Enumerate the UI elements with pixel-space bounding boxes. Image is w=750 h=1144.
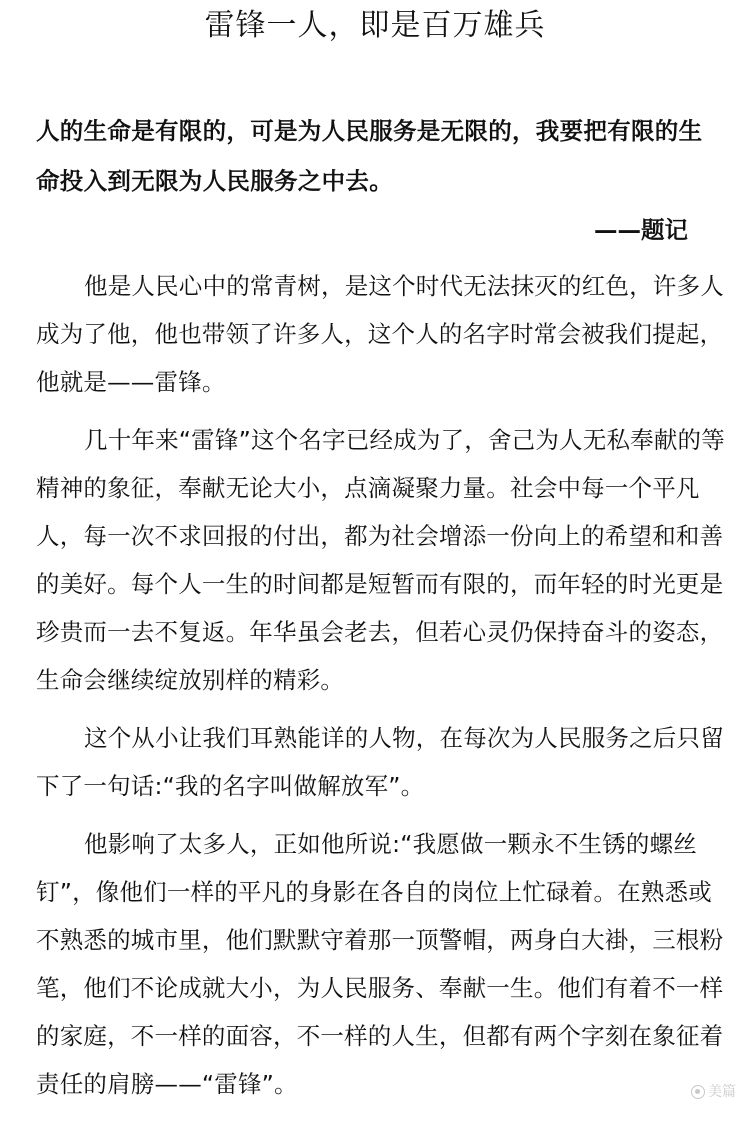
epigraph-attribution: ——题记 [594,216,688,244]
document-title: 雷锋一人，即是百万雄兵 [204,8,546,43]
paragraph-1: 他是人民心中的常青树，是这个时代无法抹灭的红色，许多人成为了他，他也带领了许多人，这个人的名字时常会被我们提起，他就是——雷锋。 [36,272,724,396]
watermark [691,1084,736,1100]
meipian-logo-icon [691,1085,705,1099]
article-body [36,262,726,1118]
paragraph-2: 几十年来“雷锋”这个名字已经成为了，舍己为人无私奉献的等精神的象征，奉献无论大小，点滴凝聚力量。社会中每一个平凡人，每一次不求回报的付出，都为社会增添一份向上的希望和和善的美好。每个人一生的时间都是短暂而有限的，而年轻的时光更是珍贵而一去不复返。年华虽会老去，但若心灵仍保持奋斗的姿态，生命会继续绽放别样的精彩。 [36,426,725,694]
paragraph-4: 他影响了太多人，正如他所说:“我愿做一颗永不生锈的螺丝钉”，像他们一样的平凡的身影在各自的岗位上忙碌着。在熟悉或不熟悉的城市里，他们默默守着那一顶警帽，两身白大褂，三根粉笔，他们不论成就大小，为人民服务、奉献一生。他们有着不一样的家庭，不一样的面容，不一样的人生，但都有两个字刻在象征着责任的肩膀——“雷锋”。 [36,830,724,1098]
paragraph-3: 这个从小让我们耳熟能详的人物，在每次为人民服务之后只留下了一句话:“我的名字叫做解放军”。 [36,724,724,800]
watermark-text: 美篇 [708,1084,736,1100]
epigraph-quote: 人的生命是有限的，可是为人民服务是无限的，我要把有限的生命投入到无限为人民服务之中去。 [36,117,703,195]
